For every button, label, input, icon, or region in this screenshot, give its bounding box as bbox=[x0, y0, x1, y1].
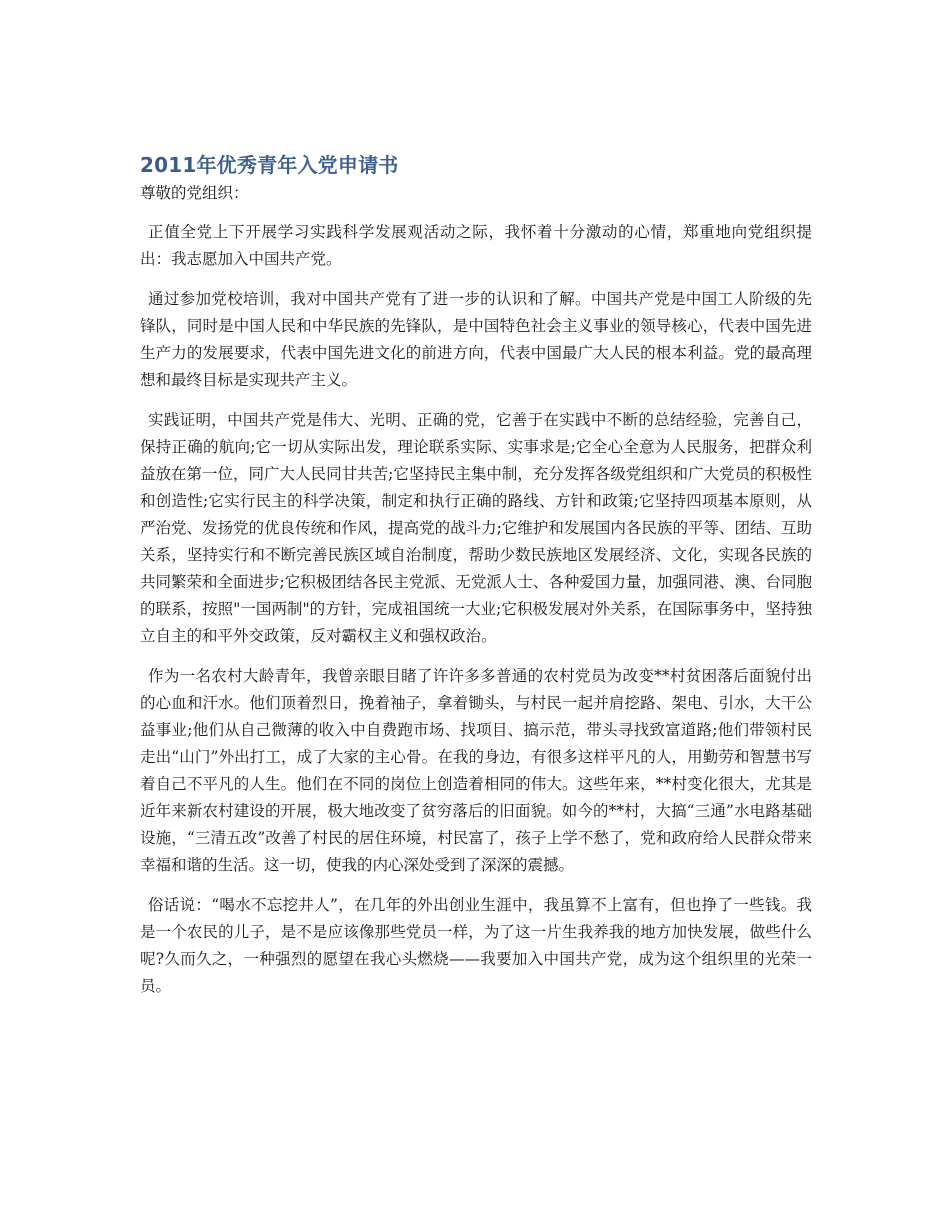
paragraph-1: 正值全党上下开展学习实践科学发展观活动之际，我怀着十分激动的心情，郑重地向党组织提出：我志愿加入中国共产党。 bbox=[140, 223, 812, 268]
document-body bbox=[140, 150, 812, 1013]
paragraph-2: 通过参加党校培训，我对中国共产党有了进一步的认识和了解。中国共产党是中国工人阶级的先锋队，同时是中国人民和中华民族的先锋队，是中国特色社会主义事业的领导核心，代表中国先进生产力的发展要求，代表中国先进文化的前进方向，代表中国最广大人民的根本利益。党的最高理想和最终目标是实现共产主义。 bbox=[140, 290, 812, 389]
paragraph-5: 俗话说：“喝水不忘挖井人”，在几年的外出创业生涯中，我虽算不上富有，但也挣了一些钱。我是一个农民的儿子，是不是应该像那些党员一样，为了这一片生我养我的地方加快发展，做些什么呢?久而久之，一种强烈的愿望在我心头燃烧——我要加入中国共产党，成为这个组织里的光荣一员。 bbox=[140, 896, 812, 995]
paragraph-3: 实践证明，中国共产党是伟大、光明、正确的党，它善于在实践中不断的总结经验，完善自己，保持正确的航向;它一切从实际出发，理论联系实际、实事求是;它全心全意为人民服务，把群众利益放在第一位，同广大人民同甘共苦;它坚持民主集中制，充分发挥各级党组织和广大党员的积极性和创造性;它实行民主的科学决策，制定和执行正确的路线、方针和政策;它坚持四项基本原则，从严治党、发扬党的优良传统和作风，提高党的战斗力;它维护和发展国内各民族的平等、团结、互助关系，坚持实行和不断完善民族区域自治制度，帮助少数民族地区发展经济、文化，实现各民族的共同繁荣和全面进步;它积极团结各民主党派、无党派人士、各种爱国力量，加强同港、澳、台同胞的联系，按照"一国两制"的方针，完成祖国统一大业;它积极发展对外关系，在国际事务中，坚持独立自主的和平外交政策，反对霸权主义和强权政治。 bbox=[140, 411, 812, 645]
document-title: 2011年优秀青年入党申请书 bbox=[140, 153, 399, 177]
paragraph-4: 作为一名农村大龄青年，我曾亲眼目睹了许许多多普通的农村党员为改变**村贫困落后面貌付出的心血和汗水。他们顶着烈日，挽着袖子，拿着锄头，与村民一起并肩挖路、架电、引水，大干公益事业;他们从自己微薄的收入中自费跑市场、找项目、搞示范，带头寻找致富道路;他们带领村民走出“山门”外出打工，成了大家的主心骨。在我的身边，有很多这样平凡的人，用勤劳和智慧书写着自己不平凡的人生。他们在不同的岗位上创造着相同的伟大。这些年来，**村变化很大，尤其是近年来新农村建设的开展，极大地改变了贫穷落后的旧面貌。如今的**村，大搞“三通”水电路基础设施，“三清五改”改善了村民的居住环境，村民富了，孩子上学不愁了，党和政府给人民群众带来幸福和谐的生活。这一切，使我的内心深处受到了深深的震撼。 bbox=[140, 667, 812, 874]
salutation: 尊敬的党组织： bbox=[140, 184, 249, 202]
